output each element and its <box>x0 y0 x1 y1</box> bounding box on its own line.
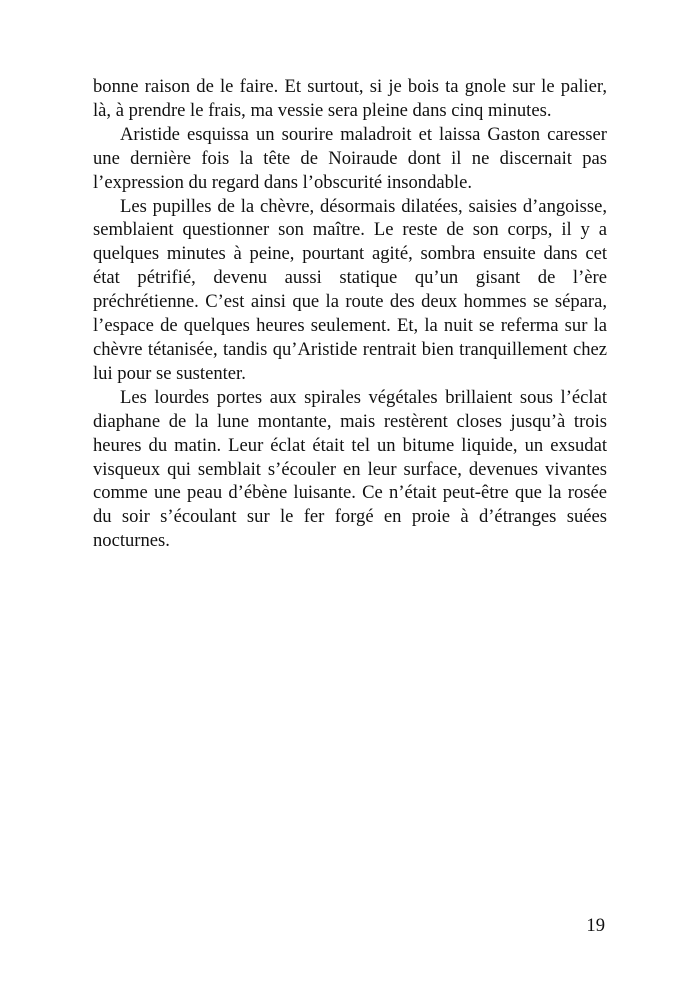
paragraph: Les pupilles de la chèvre, désormais dilatées, saisies d’angoisse, semblaient questionner son maître. Le reste de son corps, il y a quelques minutes à peine, pourtant agité, sombra ensuite dans cet état pétrifié, devenu aussi statique qu’un gisant de l’ère préchrétienne. C’est ainsi que la route des deux hommes se sépara, l’espace de quelques heures seulement. Et, la nuit se referma sur la chèvre tétanisée, tandis qu’Aristide rentrait bien tranquillement chez lui pour se sustenter. <box>93 195 607 384</box>
paragraph-continuation: bonne raison de le faire. Et surtout, si je bois ta gnole sur le palier, là, à prendre le frais, ma vessie sera pleine dans cinq minutes. <box>93 76 607 121</box>
paragraph: Les lourdes portes aux spirales végétales brillaient sous l’éclat diaphane de la lune montante, mais restèrent closes jusqu’à trois heures du matin. Leur éclat était tel un bitume liquide, un exsudat visqueux qui semblait s’écouler en leur surface, devenues vivantes comme une peau d’ébène luisante. Ce n’était peut-être que la rosée du soir s’écoulant sur le fer forgé en proie à d’étranges suées nocturnes. <box>93 386 607 552</box>
page-number: 19 <box>586 915 605 936</box>
body-text <box>93 75 607 553</box>
paragraph: Aristide esquissa un sourire maladroit et laissa Gaston caresser une dernière fois la tête de Noiraude dont il ne discernait pas l’expression du regard dans l’obscurité insondable. <box>93 123 607 193</box>
